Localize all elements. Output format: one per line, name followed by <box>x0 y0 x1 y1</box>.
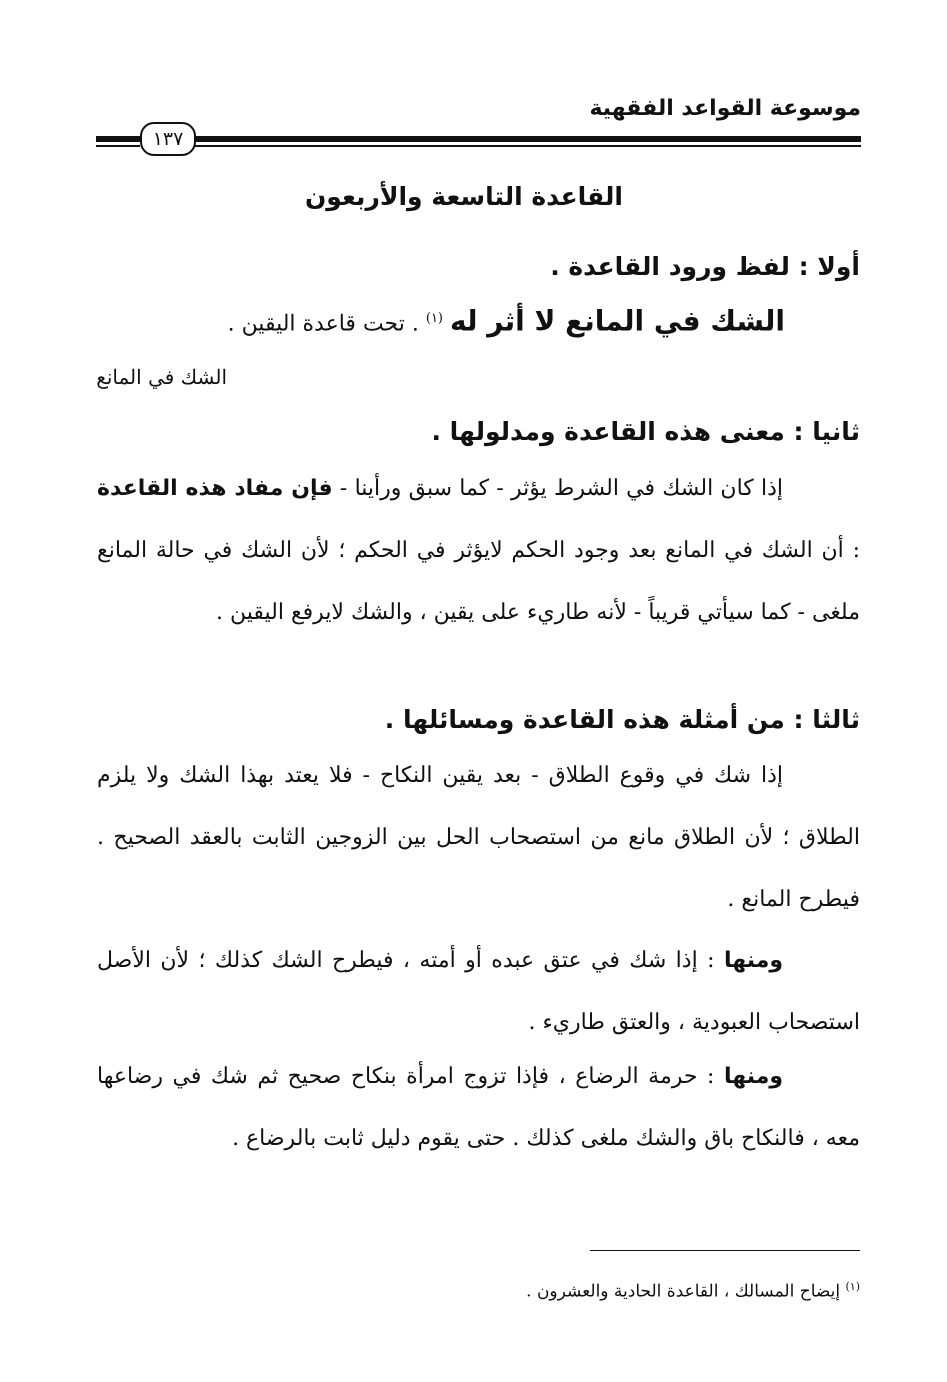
header-rule-left-thick <box>96 136 140 142</box>
footnote <box>526 1270 860 1309</box>
para-text: إذا كان الشك في الشرط يؤثر - كما سبق ورأينا - <box>339 476 784 501</box>
header-rule-left-thin <box>96 145 140 147</box>
running-header-title: موسوعة القواعد الفقهية <box>589 96 861 121</box>
page-number <box>140 122 196 156</box>
example-paragraph-2 <box>97 930 860 1054</box>
example-paragraph-3 <box>97 1046 860 1170</box>
footnote-ref: (١) <box>425 311 443 326</box>
para-text: : إذا شك في عتق عبده أو أمته ، فيطرح الشك كذلك ؛ لأن الأصل استصحاب العبودية ، والعتق طاريء . <box>97 948 860 1035</box>
page-number-text: ١٣٧ <box>152 128 184 150</box>
para-lead-bold: فإن مفاد هذه القاعدة <box>97 476 333 501</box>
example-paragraph-1: إذا شك في وقوع الطلاق - بعد يقين النكاح - فلا يعتد بهذا الشك ولا يلزم الطلاق ؛ لأن الطلاق مانع من استصحاب الحل بين الزوجين الثابت بالعقد الصحيح . فيطرح المانع . <box>97 763 860 912</box>
rule-text-bold: الشك في المانع لا أثر له <box>450 304 785 338</box>
footnote-separator <box>590 1250 860 1251</box>
section-3-heading: ثالثا : من أمثلة هذه القاعدة ومسائلها . <box>384 705 860 734</box>
rule-heading: القاعدة التاسعة والأربعون <box>304 182 623 211</box>
header-rule-thin <box>195 145 861 147</box>
rule-statement <box>228 302 785 341</box>
margin-note: الشك في المانع <box>96 365 227 389</box>
header-rule-thick <box>195 136 861 142</box>
rule-suffix: . تحت قاعدة اليقين . <box>227 311 419 337</box>
para-lead-bold: ومنها <box>723 948 783 973</box>
section-2-heading: ثانيا : معنى هذه القاعدة ومدلولها . <box>431 417 860 446</box>
footnote-marker: (١) <box>845 1280 860 1293</box>
para-text: : أن الشك في المانع بعد وجود الحكم لايؤثر في الحكم ؛ لأن الشك في حالة المانع ملغى - كما سيأتي قريباً - لأنه طاريء على يقين ، والشك لايرفع اليقين . <box>97 538 860 625</box>
section-1-heading: أولا : لفظ ورود القاعدة . <box>550 252 860 281</box>
para-lead-bold: ومنها <box>723 1064 783 1089</box>
para-text: : حرمة الرضاع ، فإذا تزوج امرأة بنكاح صحيح ثم شك في رضاعها معه ، فالنكاح باق والشك ملغى كذلك . حتى يقوم دليل ثابت بالرضاع . <box>97 1064 860 1151</box>
section-2-paragraph <box>97 458 860 644</box>
footnote-text: إيضاح المسالك ، القاعدة الحادية والعشرون . <box>526 1281 841 1302</box>
